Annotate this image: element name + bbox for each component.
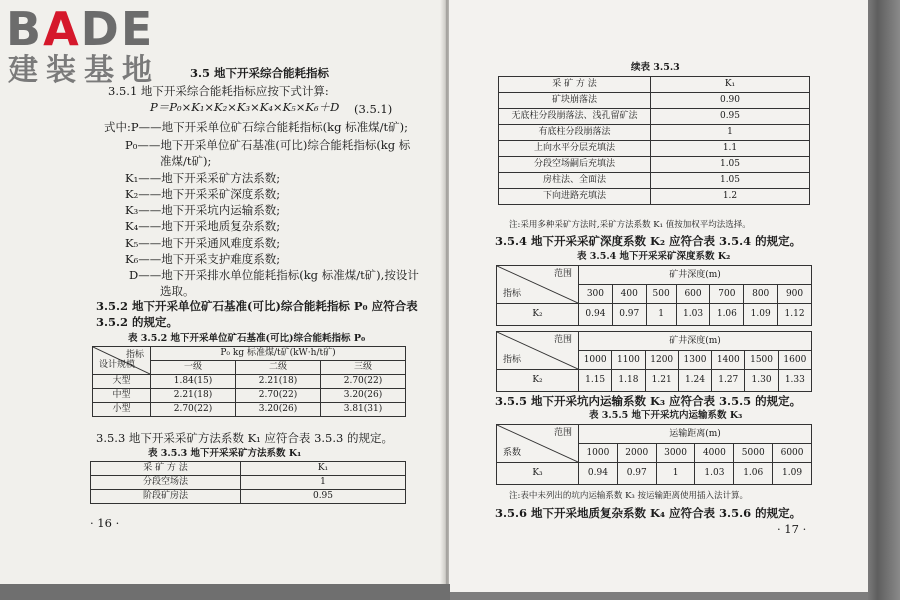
distance-group-header: 运输距离(m) bbox=[579, 425, 812, 444]
value-cell: 1.18 bbox=[612, 370, 645, 392]
logo-wordmark bbox=[6, 2, 155, 56]
method-cell: 上向水平分层充填法 bbox=[499, 141, 651, 157]
table-354-part1 bbox=[496, 265, 812, 326]
def-line: 准煤/t矿); bbox=[160, 154, 212, 168]
value-cell: 1 bbox=[651, 125, 810, 141]
formula-number: (3.5.1) bbox=[354, 102, 393, 116]
row-label: K₂ bbox=[497, 304, 579, 326]
def-line: K₄——地下开采地质复杂系数; bbox=[125, 219, 281, 233]
value-cell: 0.95 bbox=[651, 109, 810, 125]
value-cell: 1.1 bbox=[651, 141, 810, 157]
corner-top-label: 范围 bbox=[553, 428, 572, 438]
value-cell: 1.06 bbox=[710, 304, 744, 326]
section-title: 3.5 地下开采综合能耗指标 bbox=[190, 66, 330, 80]
value-cell: 2.70(22) bbox=[151, 403, 236, 417]
row-label: K₂ bbox=[497, 370, 579, 392]
value-cell: 0.90 bbox=[651, 93, 810, 109]
value-cell: 3.81(31) bbox=[321, 403, 406, 417]
value-cell: 1.09 bbox=[744, 304, 778, 326]
method-cell: 分段空场嗣后充填法 bbox=[499, 157, 651, 173]
table-row bbox=[499, 125, 810, 141]
p355: 3.5.5 地下开采坑内运输系数 K₃ 应符合表 3.5.5 的规定。 bbox=[495, 394, 802, 408]
table-row bbox=[93, 403, 406, 417]
table-row bbox=[499, 173, 810, 189]
table-354-corner bbox=[497, 266, 579, 304]
value-cell: 1.03 bbox=[695, 463, 734, 485]
scale-cell: 大型 bbox=[93, 375, 151, 389]
value-cell: 1 bbox=[656, 463, 695, 485]
value-cell: 1.09 bbox=[773, 463, 812, 485]
table-row bbox=[497, 463, 812, 485]
depth-header: 1100 bbox=[612, 351, 645, 370]
table-352-corner bbox=[93, 347, 151, 375]
def-line: K₃——地下开采坑内运输系数; bbox=[125, 203, 281, 217]
table-354-caption: 表 3.5.4 地下开采采矿深度系数 K₂ bbox=[577, 251, 731, 262]
logo-letter-a: A bbox=[43, 2, 81, 56]
value-cell: 1.2 bbox=[651, 189, 810, 205]
corner-top-label: 指标 bbox=[125, 350, 144, 360]
def-line: K₂——地下开采采矿深度系数; bbox=[125, 187, 281, 201]
table-row bbox=[497, 370, 812, 392]
value-cell: 1.15 bbox=[579, 370, 612, 392]
page-number-right: · 17 · bbox=[777, 522, 807, 536]
method-cell: 阶段矿房法 bbox=[91, 490, 241, 504]
value-cell: 0.94 bbox=[579, 304, 613, 326]
p351-intro: 3.5.1 地下开采综合能耗指标应按下式计算: bbox=[108, 84, 329, 98]
value-cell: 2.70(22) bbox=[321, 375, 406, 389]
logo-chinese: 建装基地 bbox=[8, 53, 160, 88]
value-cell: 0.95 bbox=[241, 490, 406, 504]
def-line: P₀——地下开采单位矿石基准(可比)综合能耗指标(kg 标 bbox=[125, 138, 411, 152]
table-row bbox=[499, 157, 810, 173]
table-355 bbox=[496, 424, 812, 485]
distance-header: 6000 bbox=[773, 444, 812, 463]
corner-bottom-label: 设计规模 bbox=[99, 360, 136, 370]
table-row bbox=[91, 476, 406, 490]
level-header: 二级 bbox=[236, 361, 321, 375]
value-cell: 1 bbox=[241, 476, 406, 490]
method-cell: 矿块崩落法 bbox=[499, 93, 651, 109]
table-355-caption: 表 3.5.5 地下开采坑内运输系数 K₃ bbox=[589, 410, 743, 421]
value-cell: 1.03 bbox=[676, 304, 710, 326]
corner-top-label: 范围 bbox=[553, 335, 572, 345]
page-number-left: · 16 · bbox=[90, 516, 120, 530]
formula: P＝P₀×K₁×K₂×K₃×K₄×K₅×K₆＋D bbox=[150, 100, 340, 114]
p353: 3.5.3 地下开采采矿方法系数 K₁ 应符合表 3.5.3 的规定。 bbox=[96, 431, 393, 445]
depth-header: 1400 bbox=[712, 351, 745, 370]
method-cell: 房柱法、全面法 bbox=[499, 173, 651, 189]
distance-header: 1000 bbox=[579, 444, 618, 463]
table-353-note: 注:采用多种采矿方法时,采矿方法系数 K₁ 值按加权平均法选择。 bbox=[509, 220, 751, 230]
distance-header: 3000 bbox=[656, 444, 695, 463]
value-cell: 3.20(26) bbox=[321, 389, 406, 403]
bottom-edge-shadow bbox=[0, 584, 450, 600]
value-cell: 1.27 bbox=[712, 370, 745, 392]
value-cell: 1.06 bbox=[734, 463, 773, 485]
depth-group-header: 矿井深度(m) bbox=[579, 332, 812, 351]
table-row bbox=[93, 375, 406, 389]
method-cell: 分段空场法 bbox=[91, 476, 241, 490]
p354: 3.5.4 地下开采采矿深度系数 K₂ 应符合表 3.5.4 的规定。 bbox=[495, 234, 802, 248]
column-header: 采 矿 方 法 bbox=[499, 77, 651, 93]
value-cell: 1.24 bbox=[678, 370, 711, 392]
value-cell: 3.20(26) bbox=[236, 403, 321, 417]
depth-header: 1200 bbox=[645, 351, 678, 370]
right-page bbox=[449, 0, 870, 592]
depth-header: 800 bbox=[744, 285, 778, 304]
def-line: K₁——地下开采采矿方法系数; bbox=[125, 171, 281, 185]
table-355-corner bbox=[497, 425, 579, 463]
table-353-caption: 表 3.5.3 地下开采采矿方法系数 K₁ bbox=[148, 448, 302, 459]
table-row bbox=[91, 490, 406, 504]
value-cell: 0.97 bbox=[612, 304, 646, 326]
depth-group-header: 矿井深度(m) bbox=[579, 266, 812, 285]
value-cell: 1.12 bbox=[778, 304, 812, 326]
depth-header: 1000 bbox=[579, 351, 612, 370]
left-page bbox=[0, 0, 447, 584]
row-label: K₃ bbox=[497, 463, 579, 485]
column-header: K₁ bbox=[651, 77, 810, 93]
value-cell: 2.21(18) bbox=[151, 389, 236, 403]
method-cell: 下向进路充填法 bbox=[499, 189, 651, 205]
corner-bottom-label: 系数 bbox=[503, 448, 522, 458]
value-cell: 0.97 bbox=[617, 463, 656, 485]
logo-letters-de: DE bbox=[80, 2, 155, 56]
level-header: 一级 bbox=[151, 361, 236, 375]
p356: 3.5.6 地下开采地质复杂系数 K₄ 应符合表 3.5.6 的规定。 bbox=[495, 506, 802, 520]
p352-line1: 3.5.2 地下开采单位矿石基准(可比)综合能耗指标 P₀ 应符合表 bbox=[96, 299, 418, 313]
table-row bbox=[93, 389, 406, 403]
depth-header: 600 bbox=[676, 285, 710, 304]
corner-bottom-label: 指标 bbox=[503, 355, 522, 365]
value-cell: 1.84(15) bbox=[151, 375, 236, 389]
table-352-header: P₀ kg 标准煤/t矿(kW·h/t矿) bbox=[151, 347, 406, 361]
value-cell: 1.30 bbox=[745, 370, 778, 392]
depth-header: 700 bbox=[710, 285, 744, 304]
table-354-part2 bbox=[496, 331, 812, 392]
depth-header: 1500 bbox=[745, 351, 778, 370]
p352-line2: 3.5.2 的规定。 bbox=[96, 315, 179, 329]
distance-header: 4000 bbox=[695, 444, 734, 463]
depth-header: 400 bbox=[612, 285, 646, 304]
value-cell: 2.21(18) bbox=[236, 375, 321, 389]
value-cell: 1.33 bbox=[778, 370, 811, 392]
corner-bottom-label: 指标 bbox=[503, 289, 522, 299]
table-row bbox=[499, 109, 810, 125]
value-cell: 1.05 bbox=[651, 173, 810, 189]
value-cell: 0.94 bbox=[579, 463, 618, 485]
logo-letter-b: B bbox=[6, 2, 44, 56]
corner-top-label: 范围 bbox=[553, 269, 572, 279]
table-row bbox=[499, 141, 810, 157]
depth-header: 1600 bbox=[778, 351, 811, 370]
def-line: 式中:P——地下开采单位矿石综合能耗指标(kg 标准煤/t矿); bbox=[104, 120, 408, 134]
page-edge-shadow bbox=[868, 0, 900, 600]
table-353-cont-caption: 续表 3.5.3 bbox=[631, 62, 680, 73]
column-header: K₁ bbox=[241, 462, 406, 476]
distance-header: 2000 bbox=[617, 444, 656, 463]
value-cell: 1 bbox=[646, 304, 676, 326]
depth-header: 900 bbox=[778, 285, 812, 304]
method-cell: 无底柱分段崩落法、浅孔留矿法 bbox=[499, 109, 651, 125]
table-353-continued bbox=[498, 76, 810, 205]
value-cell: 1.05 bbox=[651, 157, 810, 173]
table-354-corner bbox=[497, 332, 579, 370]
value-cell: 1.21 bbox=[645, 370, 678, 392]
def-line: K₅——地下开采通风难度系数; bbox=[125, 236, 281, 250]
table-352-caption: 表 3.5.2 地下开采单位矿石基准(可比)综合能耗指标 P₀ bbox=[128, 333, 366, 344]
method-cell: 有底柱分段崩落法 bbox=[499, 125, 651, 141]
distance-header: 5000 bbox=[734, 444, 773, 463]
def-line: 选取。 bbox=[160, 284, 195, 298]
scale-cell: 中型 bbox=[93, 389, 151, 403]
depth-header: 1300 bbox=[678, 351, 711, 370]
level-header: 三级 bbox=[321, 361, 406, 375]
depth-header: 500 bbox=[646, 285, 676, 304]
table-row bbox=[499, 189, 810, 205]
table-352 bbox=[92, 346, 406, 417]
depth-header: 300 bbox=[579, 285, 613, 304]
def-line: K₆——地下开采支护难度系数; bbox=[125, 252, 281, 266]
value-cell: 2.70(22) bbox=[236, 389, 321, 403]
table-row bbox=[499, 93, 810, 109]
bade-logo bbox=[6, 2, 176, 90]
table-355-note: 注:表中未列出的坑内运输系数 K₃ 按运输距离使用插入法计算。 bbox=[509, 491, 749, 501]
def-line: D——地下开采排水单位能耗指标(kg 标准煤/t矿),按设计 bbox=[129, 268, 419, 282]
column-header: 采 矿 方 法 bbox=[91, 462, 241, 476]
scale-cell: 小型 bbox=[93, 403, 151, 417]
table-353 bbox=[90, 461, 406, 504]
table-row bbox=[497, 304, 812, 326]
